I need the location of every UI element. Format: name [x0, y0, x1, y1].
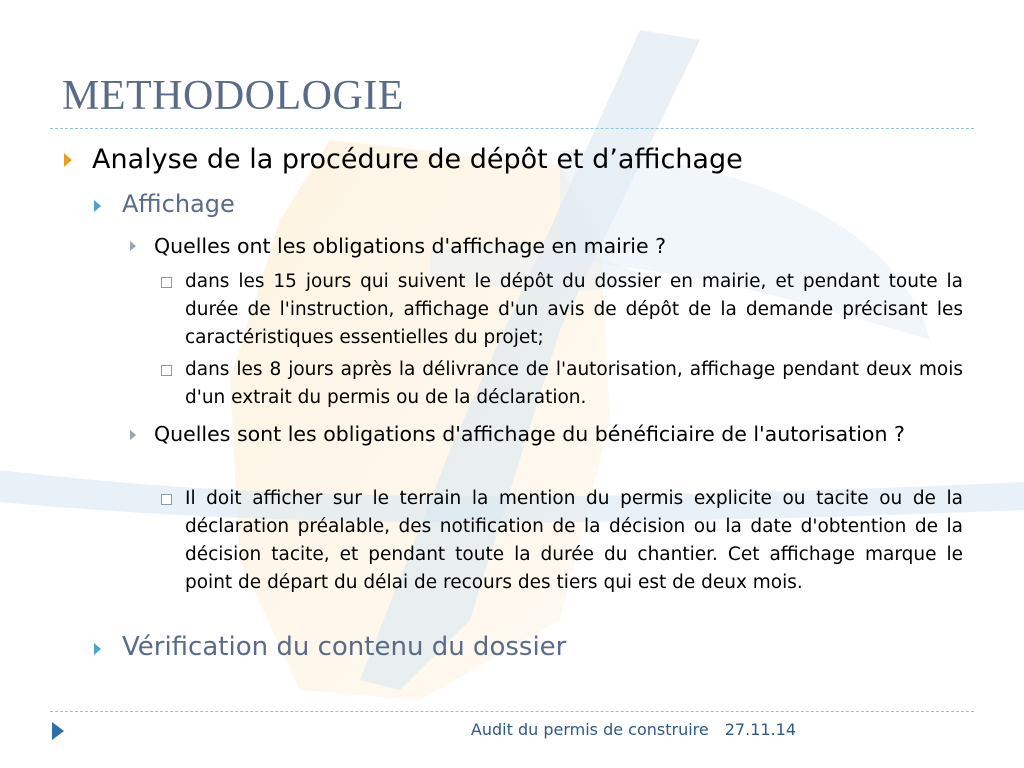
footer-date: 27.11.14	[724, 720, 796, 739]
checkbox-square-icon	[161, 365, 172, 376]
bullet-arrow-icon	[130, 241, 136, 251]
bullet-arrow-icon	[130, 430, 136, 440]
bullet-arrow-icon	[94, 643, 101, 655]
list-item: dans les 8 jours après la délivrance de l'autorisation, affichage pendant deux mois d'un extrait du permis ou de la déclaration.	[185, 359, 963, 408]
checkbox-square-icon	[161, 277, 172, 288]
bullet-level2-affichage: Affichage	[122, 190, 235, 218]
question-beneficiaire: Quelles sont les obligations d'affichage du bénéficiaire de l'autorisation ?	[154, 422, 905, 446]
bullet-level2-verification: Vérification du contenu du dossier	[122, 632, 567, 662]
checkbox-square-icon	[161, 494, 172, 505]
bullet-level1-analyse: Analyse de la procédure de dépôt et d’affichage	[92, 144, 743, 175]
footer-arrow-icon	[52, 722, 64, 740]
list-item: Il doit afficher sur le terrain la mention du permis explicite ou tacite ou de la déclaration préalable, des notification de la décision ou la date d'obtention de la décision tacite, et pendant toute la durée du chantier. Cet affichage marque le point de départ du délai de recours des tiers qui est de deux mois.	[185, 488, 963, 593]
slide-title: METHODOLOGIE	[62, 73, 404, 119]
bullet-arrow-icon	[94, 200, 101, 212]
footer-text: Audit du permis de construire	[470, 720, 709, 739]
bullet-arrow-icon	[64, 153, 72, 167]
list-item: dans les 15 jours qui suivent le dépôt du dossier en mairie, et pendant toute la durée de l'instruction, affichage d'un avis de dépôt de la demande précisant les caractéristiques essentielles du projet;	[185, 271, 963, 348]
slide-footer	[471, 720, 796, 739]
question-mairie: Quelles ont les obligations d'affichage en mairie ?	[154, 234, 666, 258]
